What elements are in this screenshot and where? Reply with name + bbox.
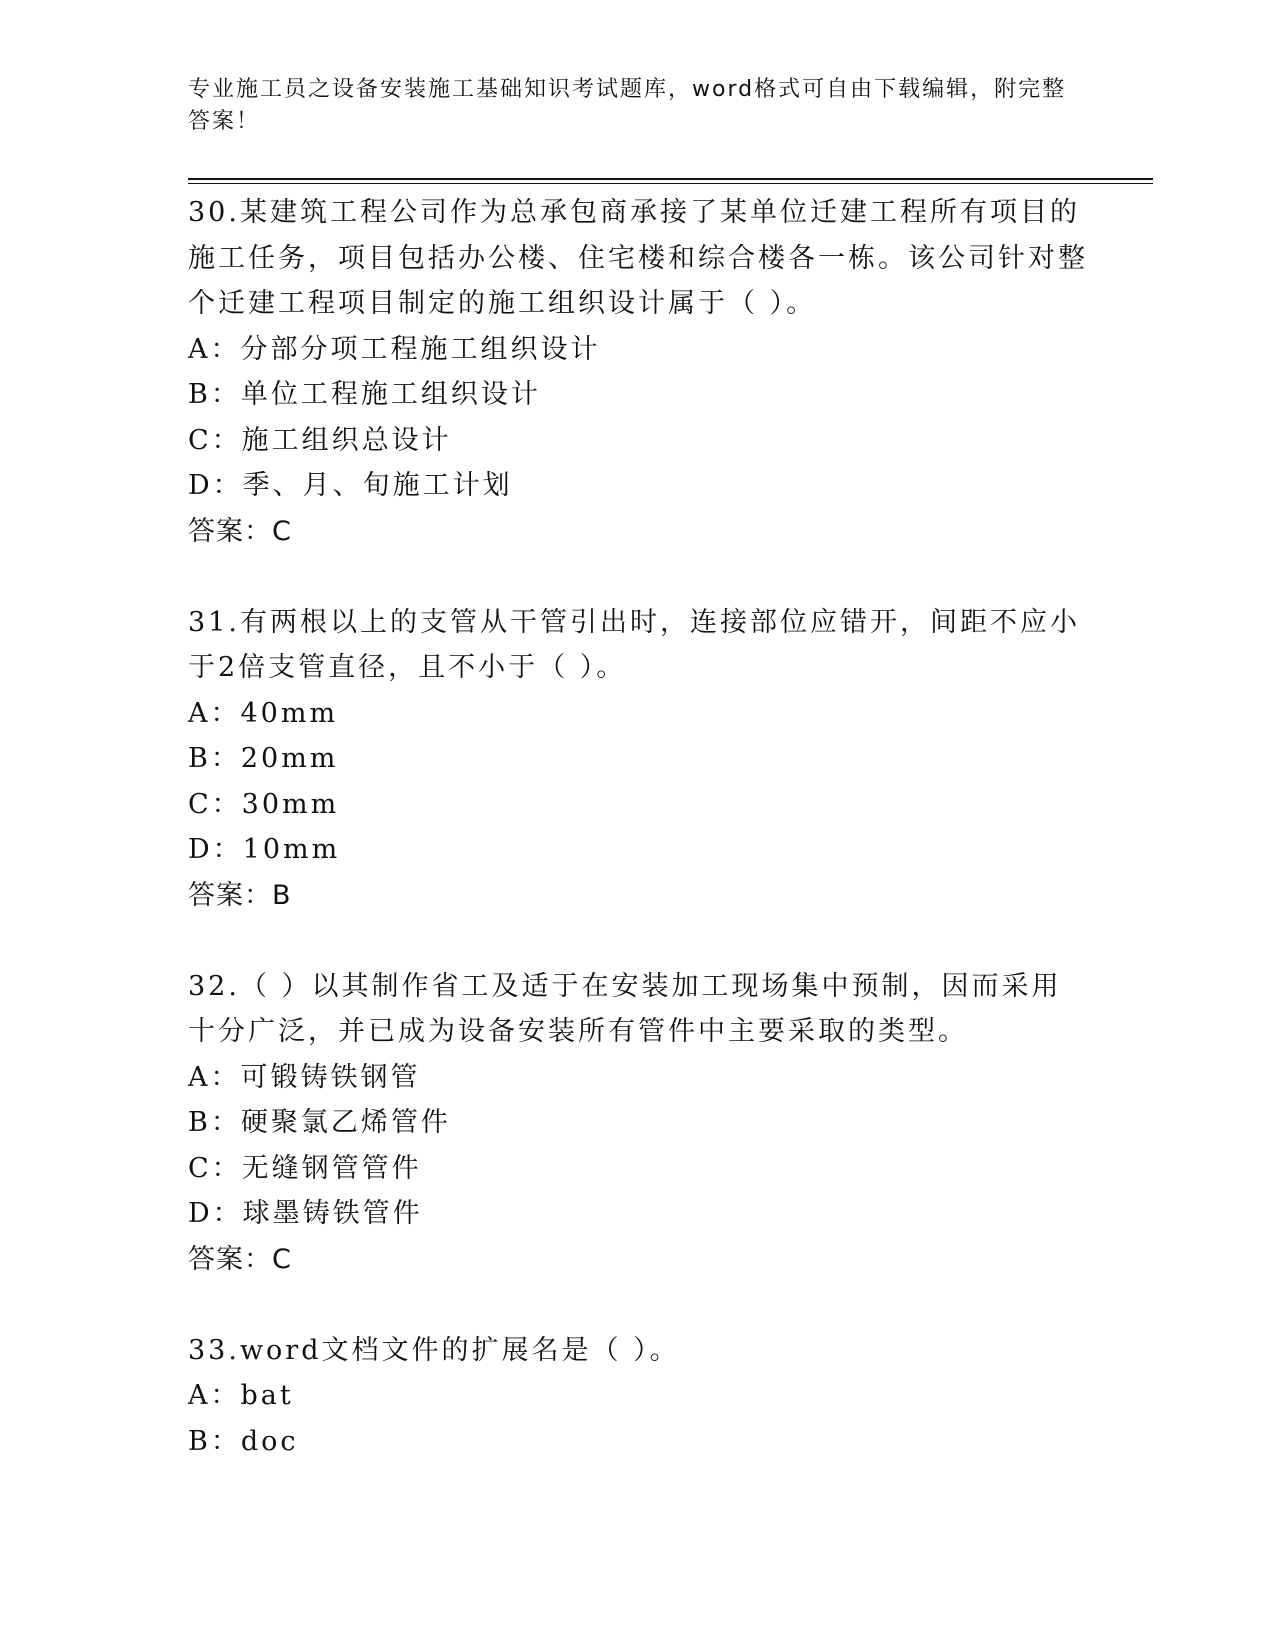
question-stem: 33.word文档文件的扩展名是（ ）。 [188, 1334, 680, 1366]
question-spacer [188, 918, 1088, 964]
option-c: C：30mm [188, 788, 340, 820]
question-stem: 32.（ ）以其制作省工及适于在安装加工现场集中预制，因而采用十分广泛，并已成为设备安装所有管件中主要采取的类型。 [188, 970, 1062, 1047]
option-b: B：单位工程施工组织设计 [188, 379, 541, 410]
question-spacer [188, 1282, 1088, 1328]
option-d: D：球墨铸铁管件 [188, 1198, 423, 1229]
question-31 [188, 600, 1088, 964]
option-a: A：bat [188, 1380, 294, 1411]
option-b: B：硬聚氯乙烯管件 [188, 1107, 451, 1138]
answer-line: 答案：C [188, 1243, 292, 1275]
option-b: B：doc [188, 1425, 299, 1457]
header-rule-thick [188, 178, 1153, 180]
question-stem: 30.某建筑工程公司作为总承包商承接了某单位迁建工程所有项目的施工任务，项目包括办公楼、住宅楼和综合楼各一栋。该公司针对整个迁建工程项目制定的施工组织设计属于（ ）。 [188, 197, 1088, 319]
option-a: A：可锻铸铁钢管 [188, 1061, 421, 1093]
question-list [188, 190, 1088, 1464]
option-a: A：分部分项工程施工组织设计 [188, 333, 601, 365]
answer-line: 答案：C [188, 515, 292, 547]
option-c: C：施工组织总设计 [188, 424, 452, 456]
question-stem: 31.有两根以上的支管从干管引出时，连接部位应错开，间距不应小于2倍支管直径，且不小于（ ）。 [188, 606, 1080, 683]
option-c: C：无缝钢管管件 [188, 1152, 422, 1184]
question-spacer [188, 554, 1088, 600]
document-header: 专业施工员之设备安装施工基础知识考试题库，word格式可自由下载编辑，附完整答案！ [188, 77, 1067, 134]
option-d: D：季、月、旬施工计划 [188, 470, 513, 501]
option-b: B：20mm [188, 743, 339, 774]
answer-line: 答案：B [188, 879, 292, 911]
question-33 [188, 1328, 1088, 1465]
header-rule-thin [188, 183, 1153, 184]
question-30 [188, 190, 1088, 600]
question-32 [188, 964, 1088, 1328]
option-d: D：10mm [188, 834, 341, 865]
option-a: A：40mm [188, 697, 339, 729]
